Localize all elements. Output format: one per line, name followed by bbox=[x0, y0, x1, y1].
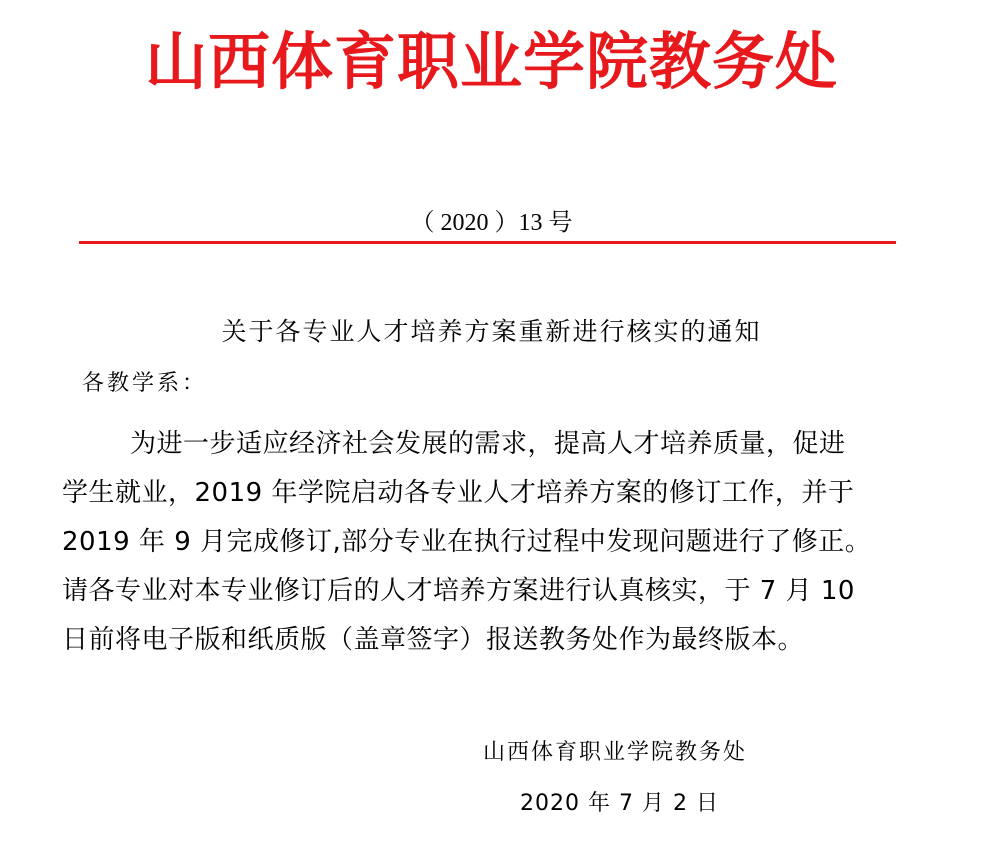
red-divider-line bbox=[79, 241, 896, 244]
body-line: 请各专业对本专业修订后的人才培养方案进行认真核实，于 7 月 10 bbox=[62, 576, 855, 606]
body-line: 日前将电子版和纸质版（盖章签字）报送教务处作为最终版本。 bbox=[62, 625, 805, 655]
notice-body bbox=[62, 420, 932, 665]
salutation: 各教学系： bbox=[82, 371, 208, 396]
document-number: （ 2020 ）13 号 bbox=[410, 210, 573, 236]
body-line: 学生就业，2019 年学院启动各专业人才培养方案的修订工作，并于 bbox=[62, 478, 855, 508]
body-line: 为进一步适应经济社会发展的需求，提高人才培养质量，促进 bbox=[130, 429, 846, 459]
red-header-title: 山西体育职业学院教务处 bbox=[144, 25, 838, 98]
body-line: 2019 年 9 月完成修订,部分专业在执行过程中发现问题进行了修正。 bbox=[62, 527, 872, 557]
signature-org: 山西体育职业学院教务处 bbox=[483, 740, 748, 765]
notice-title: 关于各专业人才培养方案重新进行核实的通知 bbox=[221, 317, 762, 346]
signature-date: 2020 年 7 月 2 日 bbox=[520, 791, 719, 816]
